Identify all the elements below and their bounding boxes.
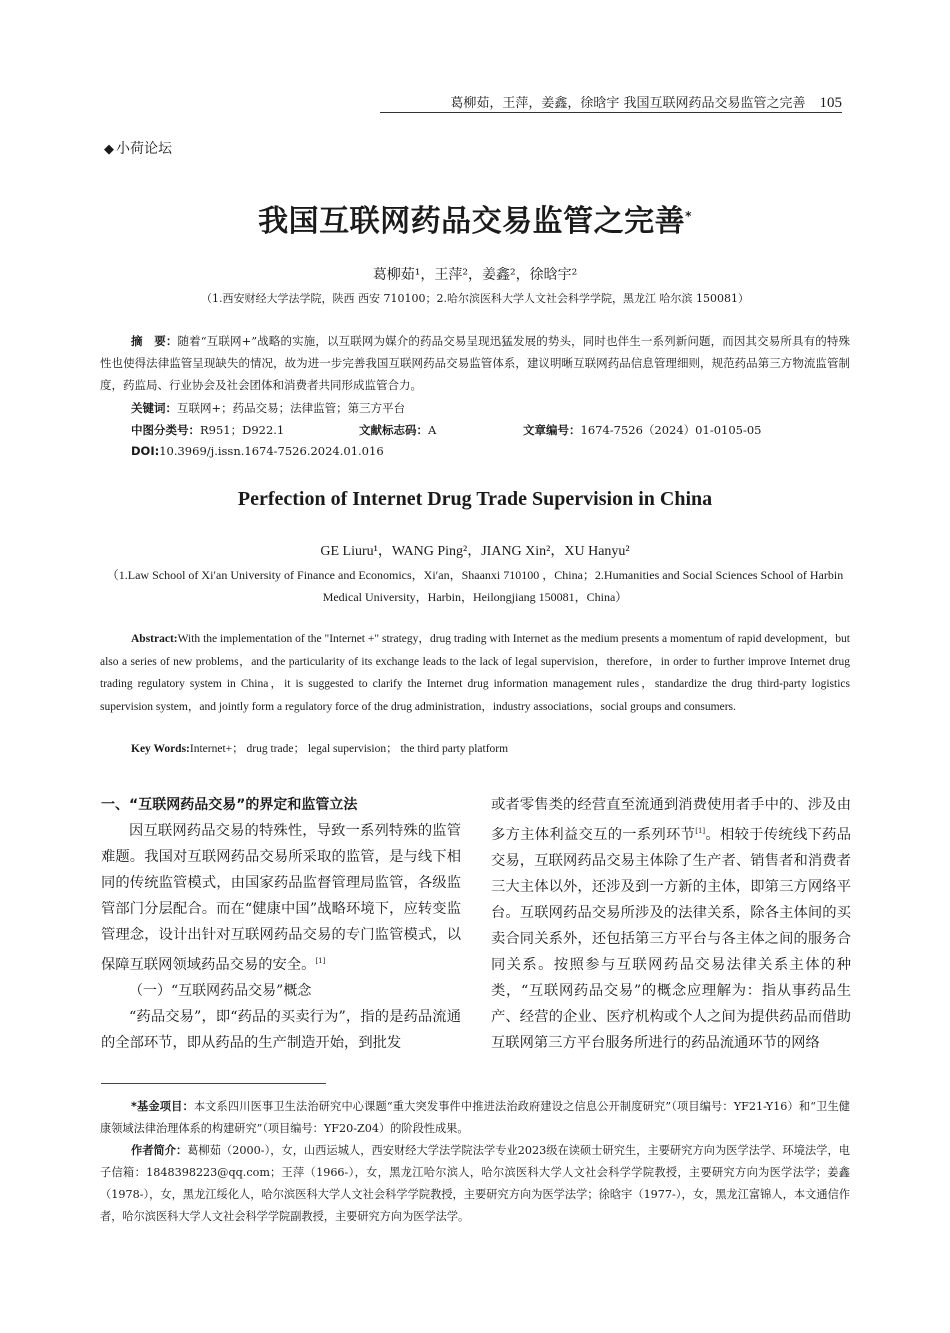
title-footnote-mark: * — [685, 209, 692, 223]
running-head-text: 葛柳茹，王萍，姜鑫，徐晗宇 我国互联网药品交易监管之完善 — [450, 96, 806, 111]
affiliations-cn: （1.西安财经大学法学院，陕西 西安 710100；2.哈尔滨医科大学人文社会科学学院，黑龙江 哈尔滨 150081） — [201, 292, 749, 305]
clc-label: 中图分类号： — [131, 423, 200, 437]
page-number: 105 — [819, 95, 842, 111]
doi-line — [131, 444, 384, 458]
column-tag — [104, 138, 172, 158]
article-title-en: Perfection of Internet Drug Trade Supervision in China — [237, 488, 713, 510]
doi-value: 10.3969/j.issn.1674-7526.2024.01.016 — [159, 444, 384, 458]
funding-text: 本文系四川医事卫生法治研究中心课题“重大突发事件中推进法治政府建设之信息公开制度研究”（项目编号：YF21-Y16）和“卫生健康领域法律治理体系的构建研究”（项目编号：YF20-Z04）的阶段性成果。 — [100, 1100, 850, 1135]
article-number-value: 1674-7526（2024）01-0105-05 — [580, 423, 762, 437]
section-heading: 一、“互联网药品交易”的界定和监管立法 — [101, 797, 358, 813]
abstract-cn-text: 随着“互联网+”战略的实施，以互联网为媒介的药品交易呈现迅猛发展的势头，同时也伴生一系列新问题，而因其交易所具有的特殊性也使得法律监管呈现缺失的情况，故为进一步完善我国互联网药品交易监管体系，建议明晰互联网药品信息管理细则，规范药品第三方物流监管制度，药监局、行业协会及社会团体和消费者共同形成监管合力。 — [100, 334, 850, 392]
funding-label: *基金项目： — [131, 1100, 194, 1113]
body-column-left — [101, 792, 461, 1056]
citation-ref: [1] — [315, 957, 326, 965]
keywords-en — [131, 740, 508, 756]
keywords-cn-text: 互联网+；药品交易；法律监管；第三方平台 — [177, 401, 406, 415]
author-list-en: GE Liuru¹，WANG Ping²，JIANG Xin²，XU Hanyu² — [320, 544, 630, 559]
article-number-label: 文章编号： — [523, 423, 581, 437]
body-paragraph-continued — [491, 792, 851, 1056]
keywords-en-label: Key Words: — [131, 743, 190, 755]
body-paragraph-text: 因互联网药品交易的特殊性，导致一系列特殊的监管难题。我国对互联网药品交易所采取的监管，是与线下相同的传统监管模式，由国家药品监督管理局监管，各级监管部门分层配合。而在“健康中国”战略环境下，应转变监管理念，设计出针对互联网药品交易的专门监管模式，以保障互联网领域药品交易的安全。 — [101, 823, 461, 973]
author-bio-text: 葛柳茹（2000-），女，山西运城人，西安财经大学法学院法学专业2023级在读硕士研究生，主要研究方向为医学法学、环境法学，电子信箱：1848398223@qq.com；王萍（1966-），女，黑龙江哈尔滨人，哈尔滨医科大学人文社会科学学院教授，主要研究方向为医学法学；姜鑫（1978-），女，黑龙江绥化人，哈尔滨医科大学人文社会科学学院教授，主要研究方向为医学法学；徐晗宇（1977-），女，黑龙江富锦人，本文通信作者，哈尔滨医科大学人文社会科学学院副教授，主要研究方向为医学法学。 — [100, 1144, 850, 1223]
abstract-en-label: Abstract: — [131, 633, 178, 645]
clc-value: R951；D922.1 — [200, 423, 285, 437]
author-bio-label: 作者简介： — [131, 1144, 188, 1157]
footnote-authors — [100, 1140, 850, 1228]
abstract-cn — [100, 330, 850, 396]
body-paragraph-text: 。相较于传统线下药品交易，互联网药品交易主体除了生产者、销售者和消费者三大主体以外，还涉及到一方新的主体，即第三方网络平台。互联网药品交易所涉及的法律关系，除各主体间的买卖合同关系外，还包括第三方平台与各主体之间的服务合同关系。按照参与互联网药品交易法律关系主体的种类，“互联网药品交易”的概念应理解为：指从事药品生产、经营的企业、医疗机构或个人之间为提供药品而借助互联网第三方平台服务所进行的药品流通环节的网络 — [491, 826, 852, 1051]
abstract-en-text: With the implementation of the "Internet +" strategy，drug trading with Internet as the medium presents a momentum of rapid development，but also a series of new problems，and the particularity of its exchange leads to the lack of legal supervision，therefore，in order to further improve Internet drug trading regulatory system in China，it is suggested to clarify the Internet drug information management rules，standardize the drug third-party logistics supervision system，and jointly form a regulatory force of the drug administration，industry associations，social groups and consumers. — [100, 633, 850, 713]
doc-code-line — [359, 422, 436, 438]
footnote-divider — [101, 1083, 326, 1084]
article-title-cn-text: 我国互联网药品交易监管之完善 — [258, 204, 686, 239]
body-column-right — [491, 792, 851, 1056]
abstract-en — [100, 628, 850, 718]
article-title-cn — [0, 196, 950, 240]
article-number-line — [523, 422, 762, 438]
affiliations-en: （1.Law School of Xi′an University of Finance and Economics，Xi′an，Shaanxi 710100 ，China；2.Humanities and Social Sciences School of Harbin Medical University，Harbin，Heilongjiang 150081，China） — [106, 568, 844, 604]
doc-code-value: A — [428, 423, 437, 437]
subsection-heading: （一）“互联网药品交易”概念 — [129, 982, 312, 999]
keywords-en-text: Internet+； drug trade； legal supervision； the third party platform — [189, 743, 509, 755]
body-paragraph-text: 或者零售类的经营直至流通到消费使用者手中的、涉及由多方主体利益交互的一系列环节 — [491, 797, 851, 843]
body-paragraph: “药品交易”，即“药品的买卖行为”，指的是药品流通的全部环节，即从药品的生产制造开始，到批发 — [101, 1008, 461, 1051]
keywords-cn-label: 关键词： — [131, 401, 177, 415]
keywords-cn — [131, 400, 405, 416]
column-tag-label: 小荷论坛 — [116, 141, 172, 157]
diamond-icon: ◆ — [104, 142, 114, 157]
author-list-cn: 葛柳茹¹，王萍²，姜鑫²，徐晗宇² — [372, 267, 578, 283]
body-paragraph — [101, 818, 461, 978]
running-head — [380, 92, 842, 113]
abstract-cn-label: 摘 要： — [131, 334, 178, 348]
footnote-funding — [100, 1096, 850, 1140]
citation-ref: [1] — [695, 827, 706, 835]
classification-line — [131, 422, 284, 438]
doi-label: DOI: — [131, 444, 160, 458]
doc-code-label: 文献标志码： — [359, 423, 428, 437]
